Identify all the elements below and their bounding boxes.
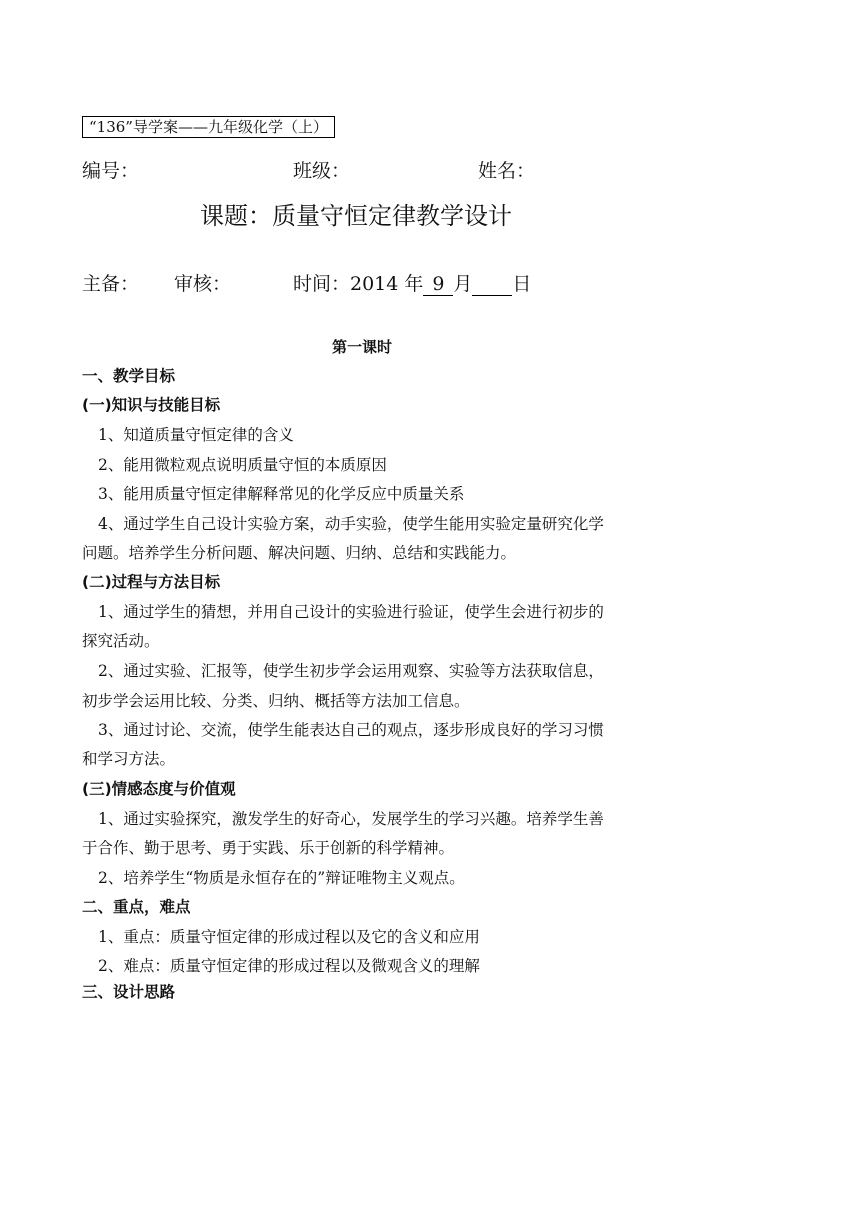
paragraph-line: 3、能用质量守恒定律解释常见的化学反应中质量关系 [98,485,465,503]
reviewer-label: 审核： [174,273,232,295]
paragraph-line: 4、通过学生自己设计实验方案，动手实验，使学生能用实验定量研究化学 [98,515,604,533]
month-label: 月 [453,273,473,295]
course-label-box: “136”导学案——九年级化学（上） [82,116,335,138]
paragraph-line: 探究活动。 [82,632,160,650]
paragraph-line: 1、通过实验探究，激发学生的好奇心，发展学生的学习兴趣。培养学生善 [98,810,604,828]
section-heading: 一、教学目标 [82,367,176,385]
name-label: 姓名： [478,160,536,182]
section-heading: 三、设计思路 [82,983,176,1001]
paragraph-line: 2、通过实验、汇报等，使学生初步学会运用观察、实验等方法获取信息， [98,662,604,680]
paragraph-line: 于合作、勤于思考、勇于实践、乐于创新的科学精神。 [82,839,455,857]
paragraph-line: 初步学会运用比较、分类、归纳、概括等方法加工信息。 [82,692,470,710]
day-value [472,273,512,296]
subsection-heading: (二)过程与方法目标 [82,573,221,591]
time-line [293,271,531,297]
subsection-heading: (三)情感态度与价值观 [82,780,236,798]
class-label: 班级： [293,160,351,182]
paragraph-line: 和学习方法。 [82,750,176,768]
section-heading: 二、重点，难点 [82,898,191,916]
paragraph-line: 2、培养学生“物质是永恒存在的”辩证唯物主义观点。 [98,869,465,887]
month-value: 9 [423,273,453,296]
paragraph-line: 1、通过学生的猜想，并用自己设计的实验进行验证，使学生会进行初步的 [98,603,604,621]
paragraph-line: 3、通过讨论、交流，使学生能表达自己的观点，逐步形成良好的学习习惯 [98,721,604,739]
paragraph-line: 2、难点：质量守恒定律的形成过程以及微观含义的理解 [98,957,480,975]
paragraph-line: 2、能用微粒观点说明质量守恒的本质原因 [98,456,387,474]
number-label: 编号： [82,160,140,182]
paragraph-line: 问题。培养学生分析问题、解决问题、归纳、总结和实践能力。 [82,544,517,562]
day-label: 日 [512,273,532,295]
paragraph-line: 1、知道质量守恒定律的含义 [98,426,294,444]
time-label: 时间：2014 年 [293,273,424,295]
session-title: 第一课时 [332,338,393,356]
document-title: 课题：质量守恒定律教学设计 [200,202,512,230]
preparer-label: 主备： [82,273,140,295]
paragraph-line: 1、重点：质量守恒定律的形成过程以及它的含义和应用 [98,928,480,946]
subsection-heading: (一)知识与技能目标 [82,396,221,414]
